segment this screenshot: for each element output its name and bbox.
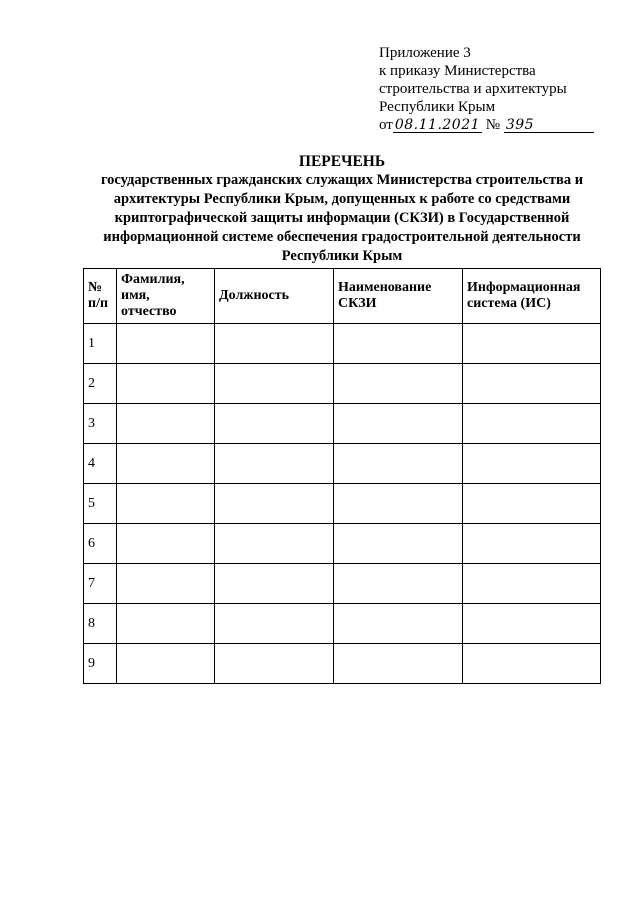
cell-position (215, 444, 334, 484)
cell-skzi (334, 324, 463, 364)
header-text: Должность (219, 288, 290, 303)
cell-skzi (334, 404, 463, 444)
title-heading: ПЕРЕЧЕНЬ (298, 153, 386, 170)
cell-position (215, 564, 334, 604)
cell-full-name (117, 444, 215, 484)
cell-skzi (334, 364, 463, 404)
header-text: система (ИС) (467, 296, 551, 311)
cell-position (215, 604, 334, 644)
row-number: 4 (84, 444, 117, 484)
order-date: 08.11.2021 (394, 117, 481, 133)
cell-skzi (334, 444, 463, 484)
cell-full-name (117, 484, 215, 524)
cell-system (463, 484, 601, 524)
table-row (84, 524, 601, 564)
cell-full-name (117, 604, 215, 644)
header-text: № (88, 280, 103, 295)
row-number: 9 (84, 644, 117, 684)
cell-system (463, 564, 601, 604)
cell-full-name (117, 524, 215, 564)
cell-system (463, 324, 601, 364)
row-number: 1 (84, 324, 117, 364)
cell-system (463, 444, 601, 484)
header-text: имя, (121, 288, 150, 303)
table-row (84, 324, 601, 364)
cell-skzi (334, 564, 463, 604)
cell-full-name (117, 644, 215, 684)
cell-full-name (117, 564, 215, 604)
header-text: п/п (88, 296, 109, 311)
table-row (84, 364, 601, 404)
appendix-line: строительства и архитектуры (379, 81, 567, 97)
table-row (84, 484, 601, 524)
header-text: Информационная (467, 280, 581, 295)
cell-position (215, 484, 334, 524)
cell-full-name (117, 324, 215, 364)
cell-system (463, 524, 601, 564)
table-row (84, 644, 601, 684)
header-position (215, 269, 334, 324)
header-information-system (463, 269, 601, 324)
row-number: 7 (84, 564, 117, 604)
header-full-name (117, 269, 215, 324)
employees-table (83, 268, 601, 684)
cell-skzi (334, 524, 463, 564)
header-text: Фамилия, (121, 272, 185, 287)
cell-skzi (334, 484, 463, 524)
table-row (84, 564, 601, 604)
table-row (84, 604, 601, 644)
cell-full-name (117, 404, 215, 444)
document-title (82, 152, 602, 266)
header-skzi-name (334, 269, 463, 324)
header-text: Наименование (338, 280, 432, 295)
cell-full-name (117, 364, 215, 404)
header-number (84, 269, 117, 324)
date-prefix: от (379, 117, 393, 133)
title-line: Республики Крым (281, 248, 403, 264)
title-line: государственных гражданских служащих Министерства строительства и (100, 172, 584, 188)
appendix-line: к приказу Министерства (379, 63, 536, 79)
table-row (84, 444, 601, 484)
title-line: информационной системе обеспечения градостроительной деятельности (103, 229, 581, 245)
cell-system (463, 604, 601, 644)
row-number: 8 (84, 604, 117, 644)
order-number: 395 (504, 118, 594, 133)
appendix-line: Приложение 3 (379, 45, 471, 61)
cell-system (463, 364, 601, 404)
cell-position (215, 364, 334, 404)
appendix-block (379, 44, 619, 134)
cell-position (215, 644, 334, 684)
cell-system (463, 404, 601, 444)
header-text: СКЗИ (338, 296, 377, 311)
title-line: криптографической защиты информации (СКЗИ) в Государственной (114, 210, 570, 226)
header-text: отчество (121, 304, 177, 319)
cell-position (215, 404, 334, 444)
table-row (84, 404, 601, 444)
cell-skzi (334, 644, 463, 684)
row-number: 5 (84, 484, 117, 524)
row-number: 3 (84, 404, 117, 444)
title-line: архитектуры Республики Крым, допущенных к работе со средствами (113, 191, 571, 207)
cell-position (215, 524, 334, 564)
cell-position (215, 324, 334, 364)
appendix-line: Республики Крым (379, 99, 496, 115)
row-number: 6 (84, 524, 117, 564)
cell-system (463, 644, 601, 684)
cell-skzi (334, 604, 463, 644)
row-number: 2 (84, 364, 117, 404)
number-prefix: № (485, 117, 501, 133)
table-header-row (84, 269, 601, 324)
order-date-number-line (379, 116, 619, 134)
